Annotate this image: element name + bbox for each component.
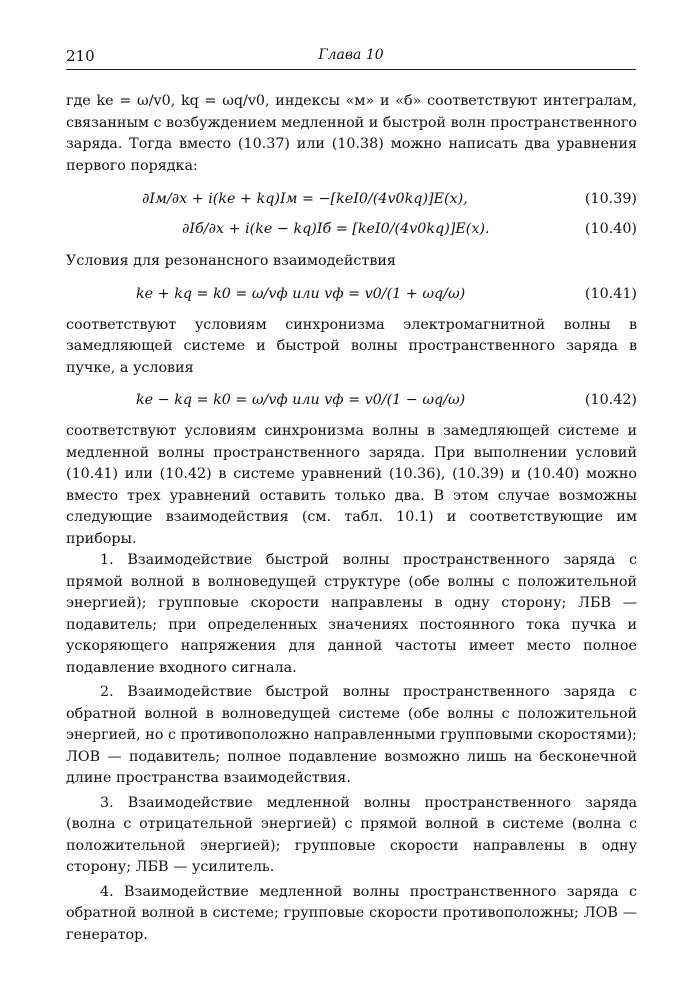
chapter-title: Глава 10 bbox=[318, 47, 384, 63]
equation-10-39 bbox=[66, 183, 637, 215]
equation-number: (10.40) bbox=[584, 221, 637, 237]
equation-10-42 bbox=[66, 379, 637, 421]
paragraph-fast-wave: соответствуют условиям синхронизма электромагнитной волны в замедляющей системе и быстрой волны пространственного заряда в пучке, а условия bbox=[66, 316, 637, 376]
paragraph-resonance: Условия для резонансного взаимодействия bbox=[66, 253, 396, 269]
paragraph-slow-wave: соответствуют условиям синхронизма волны в замедляющей системе и медленной волны пространственного заряда. При выполнении условий (10.41) или (10.42) в системе уравнений (10.36), (10.39) и (10.40) можно вместо трех уравнений оставить только два. В этом случае возможны следующие взаимодействия (см. табл. 10.1) и соответствующие им приборы. bbox=[66, 423, 637, 547]
page-number: 210 bbox=[66, 47, 95, 65]
list-item-2: 2. Взаимодействие быстрой волны пространственного заряда с обратной волной в волноведущей системе (обе волны с положительной энергией, но с противоположно направленными групповыми скоростями); ЛОВ — подавитель; полное подавление возможно лишь на бесконечной длине пространства взаимодействия. bbox=[66, 684, 637, 786]
equation-formula: ke − kq = k0 = ω/vф или vф = v0/(1 − ωq/ω) bbox=[136, 392, 466, 408]
equation-10-40 bbox=[66, 215, 637, 243]
list-item-3: 3. Взаимодействие медленной волны пространственного заряда (волна с отрицательной энергией) с прямой волной в системе (волна с положительной энергией); групповые скорости направлены в одну сторону; ЛБВ — усилитель. bbox=[66, 794, 637, 875]
equation-number: (10.39) bbox=[584, 191, 637, 207]
page-body bbox=[66, 91, 637, 946]
equation-formula: ke + kq = k0 = ω/vф или vф = v0/(1 + ωq/ω) bbox=[136, 285, 466, 302]
list-item-1: 1. Взаимодействие быстрой волны пространственного заряда с прямой волной в волноведущей структуре (обе волны с положительной энергией); групповые скорости направлены в одну сторону; ЛБВ — подавитель; при определенных значениях постоянного тока пучка и ускоряющего напряжения для данной частоты имеет место полное подавление входного сигнала. bbox=[66, 552, 637, 676]
paragraph-intro: где ke = ω/v0, kq = ωq/v0, индексы «м» и «б» соответствуют интегралам, связанным с возбуждением медленной и быстрой волн пространственного заряда. Тогда вместо (10.37) или (10.38) можно написать два уравнения первого порядка: bbox=[66, 93, 638, 174]
equation-number: (10.41) bbox=[584, 285, 637, 302]
running-header bbox=[66, 47, 636, 70]
equation-10-41 bbox=[66, 273, 637, 315]
equation-formula: ∂Iм/∂x + i(ke + kq)Iм = −[keI0/(4v0kq)]E(x), bbox=[142, 191, 468, 207]
list-item-4: 4. Взаимодействие медленной волны пространственного заряда с обратной волной в системе; групповые скорости противоположны; ЛОВ — генератор. bbox=[66, 883, 637, 943]
equation-number: (10.42) bbox=[584, 392, 637, 408]
equation-formula: ∂Iб/∂x + i(ke − kq)Iб = [keI0/(4v0kq)]E(x). bbox=[182, 221, 490, 237]
